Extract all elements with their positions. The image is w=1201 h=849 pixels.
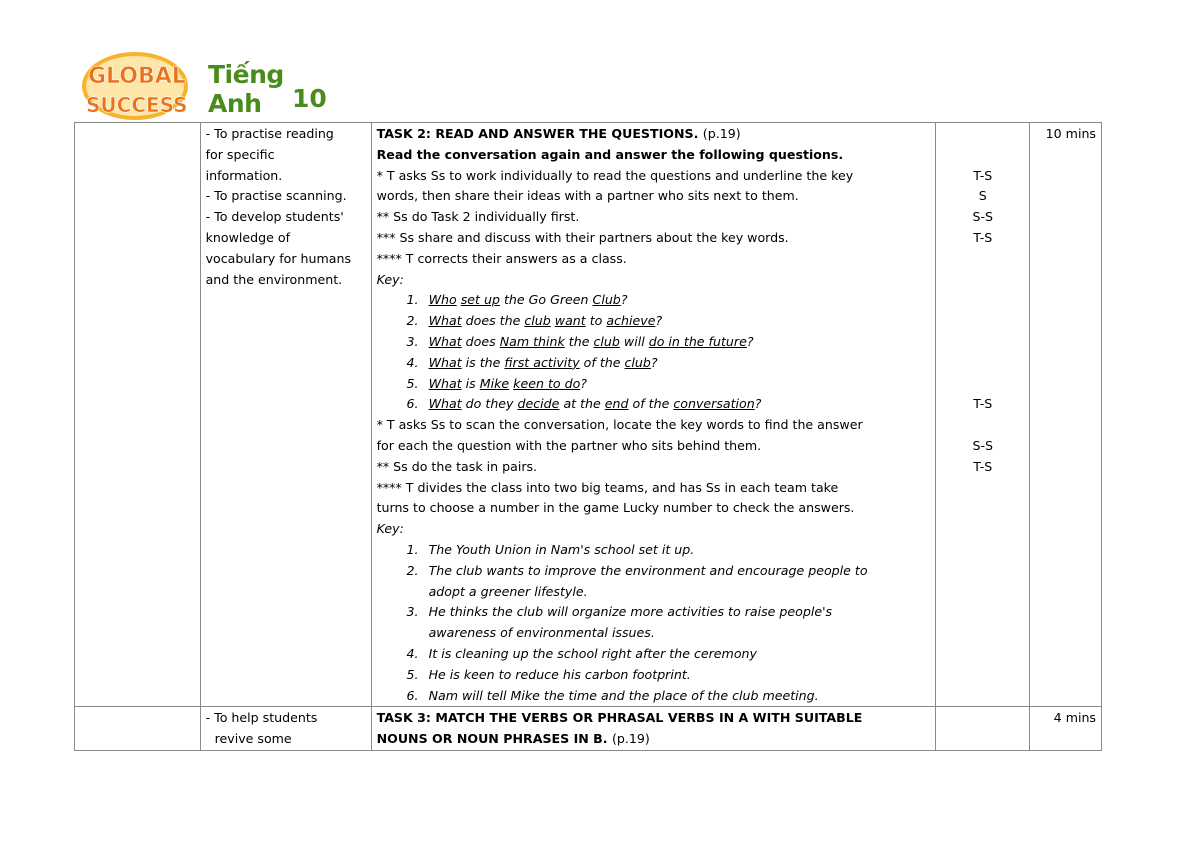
task3-title-2 bbox=[377, 729, 931, 750]
answer-item bbox=[377, 665, 931, 686]
objective-line: vocabulary for humans bbox=[205, 250, 352, 266]
interaction-label: S bbox=[978, 188, 987, 204]
procedure-step: turns to choose a number in the game Lucky number to check the answers. bbox=[376, 500, 855, 516]
task2-title bbox=[377, 124, 931, 145]
key-word: end bbox=[604, 396, 629, 412]
procedure-step: **** T divides the class into two big teams, and has Ss in each team take bbox=[376, 479, 839, 495]
key-word: club bbox=[524, 313, 551, 329]
question-fragment: to bbox=[585, 313, 607, 329]
key-word: What bbox=[428, 313, 462, 329]
procedure-cell bbox=[371, 123, 936, 707]
procedure-step: ** Ss do Task 2 individually first. bbox=[376, 209, 580, 225]
question-fragment: will bbox=[619, 333, 649, 349]
interaction-label: S-S bbox=[972, 209, 993, 225]
key-word: set up bbox=[460, 292, 500, 308]
question-item bbox=[377, 332, 931, 353]
answer-item bbox=[377, 686, 931, 707]
question-fragment: at the bbox=[559, 396, 605, 412]
question-fragment: ? bbox=[754, 396, 762, 412]
answer-number bbox=[377, 582, 429, 603]
objective-line: knowledge of bbox=[205, 229, 290, 245]
question-fragment: ? bbox=[620, 292, 628, 308]
question-fragment: is bbox=[461, 375, 480, 391]
key-word: decide bbox=[517, 396, 560, 412]
question-fragment: does the bbox=[461, 313, 525, 329]
objectives-cell bbox=[200, 123, 371, 707]
time-text: 4 mins bbox=[1053, 710, 1096, 726]
question-fragment: do they bbox=[461, 396, 518, 412]
answer-number: 5. bbox=[406, 666, 419, 682]
question-item bbox=[377, 311, 931, 332]
procedure-step: words, then share their ideas with a partner who sits next to them. bbox=[376, 188, 799, 204]
question-number: 6. bbox=[406, 396, 419, 412]
question-fragment: does bbox=[461, 333, 500, 349]
interaction-label: T-S bbox=[973, 167, 993, 183]
objective-line: - To develop students' bbox=[205, 209, 344, 225]
key-word: achieve bbox=[606, 313, 656, 329]
answer-text: Nam will tell Mike the time and the place of the club meeting. bbox=[428, 687, 819, 703]
answer-text: The Youth Union in Nam's school set it up. bbox=[428, 541, 695, 557]
question-fragment: ? bbox=[650, 354, 658, 370]
question-fragment: ? bbox=[580, 375, 587, 391]
objectives-cell bbox=[200, 707, 371, 751]
table-row-task2 bbox=[75, 123, 1102, 707]
key-label-2: Key: bbox=[376, 521, 404, 537]
answer-number: 3. bbox=[406, 604, 419, 620]
answer-text: He is keen to reduce his carbon footprint. bbox=[428, 666, 691, 682]
objective-line: - To practise reading bbox=[205, 126, 334, 141]
answer-text: It is cleaning up the school right after the ceremony bbox=[428, 645, 757, 661]
objective-line: and the environment. bbox=[205, 271, 343, 287]
stage-cell bbox=[75, 707, 201, 751]
question-fragment: the bbox=[564, 333, 594, 349]
interaction-cell bbox=[936, 123, 1030, 707]
answer-text: He thinks the club will organize more activities to raise people's bbox=[428, 604, 833, 620]
question-fragment: of the bbox=[579, 354, 625, 370]
logo-grade: 10 bbox=[292, 84, 327, 113]
question-text bbox=[429, 332, 754, 353]
interaction-label: T-S bbox=[973, 230, 993, 245]
task2-subtitle: Read the conversation again and answer the following questions. bbox=[376, 146, 844, 162]
answer-item bbox=[377, 644, 931, 665]
badge-line2: SUCCESS bbox=[86, 93, 188, 117]
task3-title-1: TASK 3: MATCH THE VERBS OR PHRASAL VERBS IN A WITH SUITABLE bbox=[376, 710, 863, 726]
stage-cell bbox=[75, 123, 201, 707]
steps-a bbox=[377, 166, 931, 270]
question-number: 5. bbox=[406, 375, 419, 391]
procedure-step: * T asks Ss to work individually to read the questions and underline the key bbox=[376, 167, 854, 183]
question-text bbox=[429, 311, 663, 332]
question-number: 2. bbox=[406, 313, 419, 329]
task3-title-2-text: NOUNS OR NOUN PHRASES IN B. bbox=[376, 731, 608, 747]
badge-line1: GLOBAL bbox=[88, 64, 186, 89]
procedure-step: for each the question with the partner who sits behind them. bbox=[376, 437, 762, 453]
answer-number: 6. bbox=[406, 687, 419, 703]
objective-line: revive some bbox=[214, 731, 292, 747]
key-label: Key: bbox=[376, 271, 404, 287]
objective-line: for specific bbox=[205, 146, 275, 162]
question-number: 4. bbox=[406, 354, 419, 370]
answer-text: awareness of environmental issues. bbox=[428, 625, 655, 641]
question-text bbox=[429, 394, 762, 415]
question-number: 1. bbox=[406, 292, 419, 308]
table-row-task3 bbox=[75, 707, 1102, 751]
answer-list bbox=[377, 540, 931, 706]
key-word: What bbox=[428, 396, 462, 412]
interaction-label: S-S bbox=[972, 438, 993, 453]
question-list bbox=[377, 290, 931, 415]
answer-text: The club wants to improve the environment and encourage people to bbox=[428, 562, 868, 578]
key-word: conversation bbox=[673, 396, 755, 412]
question-fragment: is the bbox=[461, 354, 505, 370]
steps-b bbox=[377, 415, 931, 519]
key-word: keen to do bbox=[513, 375, 581, 391]
global-success-badge bbox=[80, 50, 190, 122]
time-text: 10 mins bbox=[1045, 126, 1096, 141]
task2-page: (p.19) bbox=[702, 126, 741, 141]
interaction-cell bbox=[936, 707, 1030, 751]
interaction-label: T-S bbox=[973, 458, 993, 474]
key-word: club bbox=[624, 354, 651, 370]
question-text bbox=[429, 353, 658, 374]
objective-line: - To help students bbox=[205, 710, 318, 726]
key-word: Mike bbox=[479, 375, 510, 391]
objective-line: - To practise scanning. bbox=[205, 188, 347, 204]
answer-item bbox=[377, 540, 931, 561]
procedure-step: ** Ss do the task in pairs. bbox=[376, 458, 538, 474]
question-fragment: of the bbox=[628, 396, 674, 412]
time-cell bbox=[1030, 123, 1102, 707]
answer-item bbox=[377, 623, 931, 644]
key-word: want bbox=[554, 313, 586, 329]
time-cell bbox=[1030, 707, 1102, 751]
answer-number: 1. bbox=[406, 541, 419, 557]
question-fragment: the Go Green bbox=[499, 292, 593, 308]
key-word: first activity bbox=[504, 354, 580, 370]
key-word: Club bbox=[592, 292, 621, 308]
key-word: Who bbox=[428, 292, 457, 308]
key-word: What bbox=[428, 354, 462, 370]
answer-number: 4. bbox=[406, 645, 419, 661]
key-word: club bbox=[593, 333, 620, 349]
question-item bbox=[377, 353, 931, 374]
objective-line: information. bbox=[205, 167, 283, 183]
answer-text: adopt a greener lifestyle. bbox=[428, 583, 588, 599]
key-word: What bbox=[428, 333, 462, 349]
question-item bbox=[377, 374, 931, 395]
procedure-step: *** Ss share and discuss with their partners about the key words. bbox=[376, 229, 789, 245]
task2-title-text: TASK 2: READ AND ANSWER THE QUESTIONS. bbox=[376, 126, 699, 141]
key-word: do in the future bbox=[648, 333, 747, 349]
procedure-step: * T asks Ss to scan the conversation, locate the key words to find the answer bbox=[376, 417, 863, 433]
answer-number: 2. bbox=[406, 562, 419, 578]
question-text bbox=[429, 290, 628, 311]
question-item bbox=[377, 394, 931, 415]
question-fragment: ? bbox=[746, 333, 754, 349]
procedure-cell bbox=[371, 707, 936, 751]
answer-number bbox=[377, 623, 429, 644]
task3-page: (p.19) bbox=[611, 731, 650, 747]
procedure-step: **** T corrects their answers as a class. bbox=[376, 250, 627, 266]
key-word: Nam think bbox=[499, 333, 565, 349]
key-word: What bbox=[428, 375, 462, 391]
global-success-logo bbox=[80, 50, 340, 124]
question-fragment: ? bbox=[655, 313, 663, 329]
question-number: 3. bbox=[406, 333, 419, 349]
answer-item bbox=[377, 561, 931, 582]
answer-item bbox=[377, 602, 931, 623]
lesson-plan-table bbox=[74, 122, 1102, 751]
answer-item bbox=[377, 582, 931, 603]
question-item bbox=[377, 290, 931, 311]
logo-title: Tiếng Anh bbox=[208, 60, 284, 118]
interaction-label: T-S bbox=[973, 396, 993, 412]
question-text bbox=[429, 374, 587, 395]
